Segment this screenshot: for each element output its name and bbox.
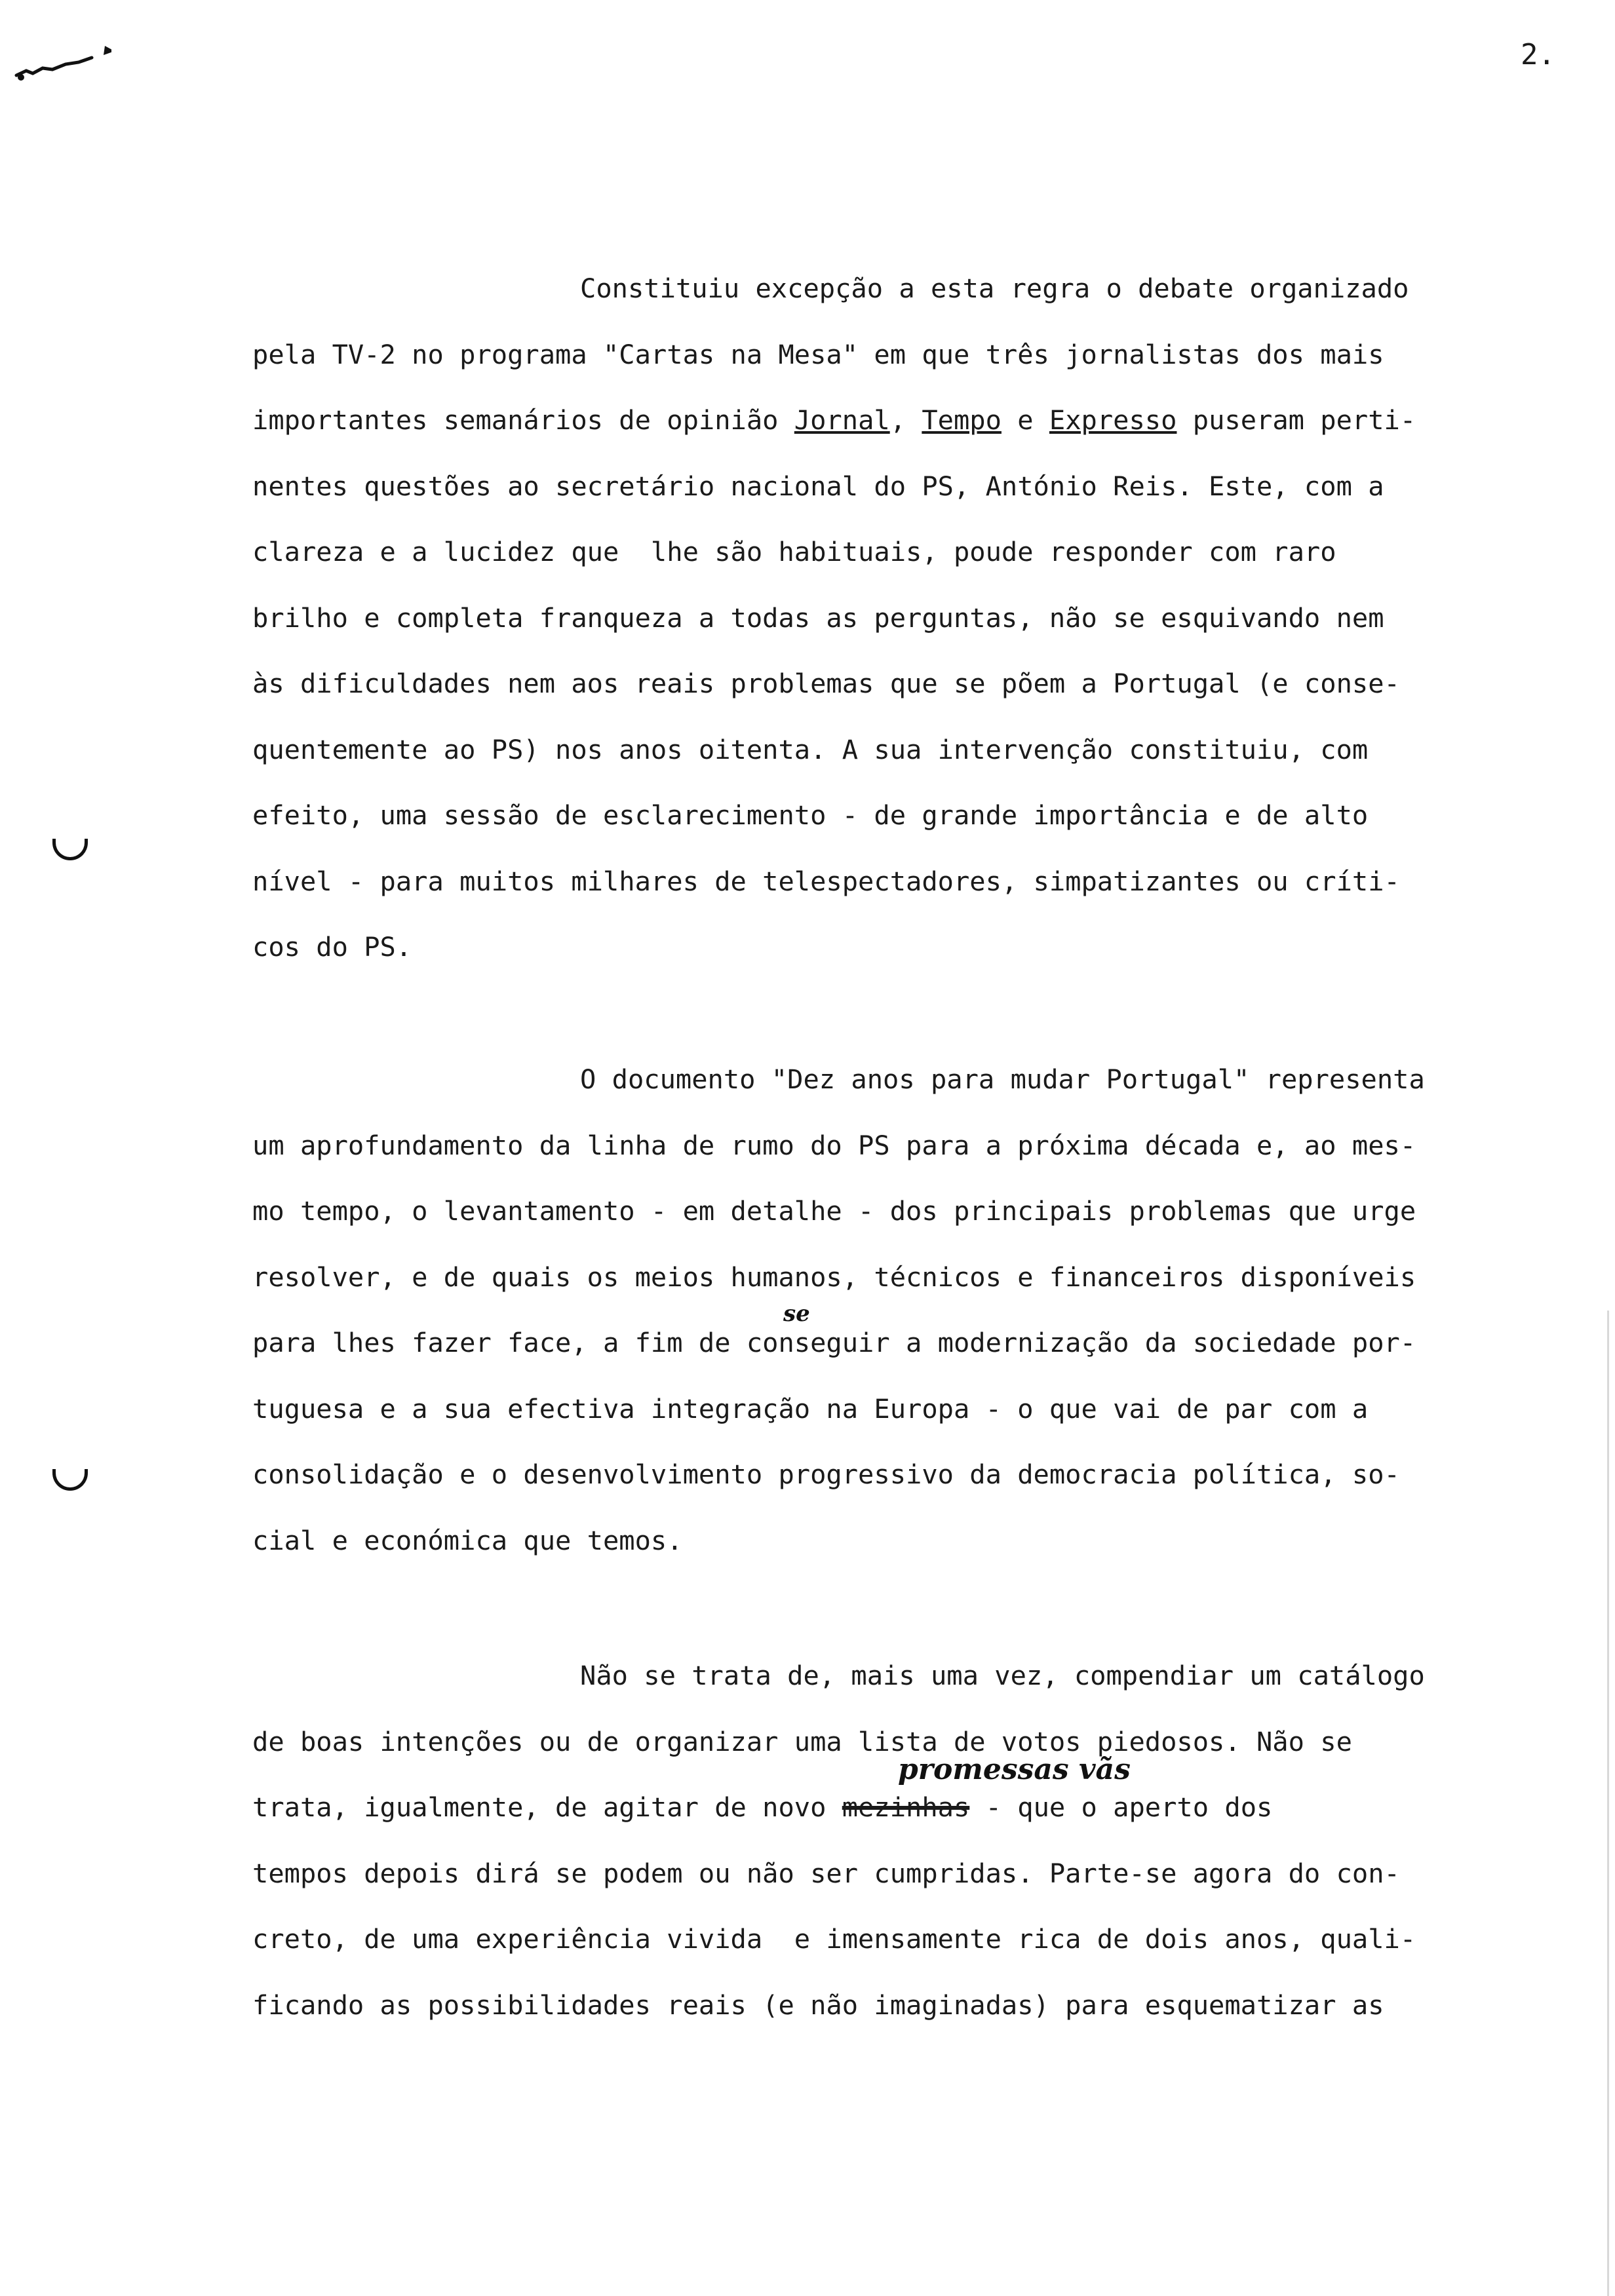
text-fragment: e	[1001, 404, 1049, 436]
text-line: Não se trata de, mais uma vez, compendiar um catálogo	[580, 1660, 1425, 1691]
publication-name-tempo: Tempo	[922, 404, 1002, 436]
text-line: um aprofundamento da linha de rumo do PS para a próxima década e, ao mes-	[252, 1129, 1416, 1161]
text-line: tuguesa e a sua efectiva integração na Europa - o que vai de par com a	[252, 1392, 1369, 1425]
text-line: brilho e completa franqueza a todas as perguntas, não se esquivando nem	[252, 602, 1384, 634]
text-line: ficando as possibilidades reais (e não imaginadas) para esquematizar as	[252, 1989, 1384, 2021]
text-line: para lhes fazer face, a fim de conseguir a modernização da sociedade por-	[252, 1327, 1416, 1358]
text-line: de boas intenções ou de organizar uma lista de votos piedosos. Não se	[252, 1725, 1352, 1757]
text-line: Constituiu excepção a esta regra o debate organizado	[580, 273, 1409, 304]
text-line	[252, 387, 1553, 453]
text-line: creto, de uma experiência vivida e imensamente rica de dois anos, quali-	[252, 1923, 1416, 1955]
text-line: consolidação e o desenvolvimento progressivo da democracia política, so-	[252, 1459, 1400, 1490]
text-fragment: importantes semanários de opinião	[252, 404, 794, 436]
struck-out-word: mezinhas	[842, 1791, 970, 1823]
text-line: efeito, uma sessão de esclarecimento - de grande importância e de alto	[252, 799, 1369, 831]
text-line: pela TV-2 no programa "Cartas na Mesa" em que três jornalistas dos mais	[252, 338, 1384, 370]
publication-name-jornal: Jornal	[794, 404, 890, 436]
text-fragment: puseram perti-	[1177, 404, 1416, 436]
paragraph-1	[252, 256, 1553, 980]
text-fragment: ,	[889, 404, 922, 436]
paragraph-2	[252, 1046, 1553, 1573]
text-line: nível - para muitos milhares de telespectadores, simpatizantes ou críti-	[252, 865, 1400, 897]
text-line: tempos depois dirá se podem ou não ser cumpridas. Parte-se agora do con-	[252, 1857, 1400, 1889]
page-edge-line	[1607, 1311, 1609, 2296]
text-fragment: - que o aperto dos	[969, 1791, 1273, 1823]
corner-scribble-mark	[13, 39, 111, 85]
text-line: nentes questões ao secretário nacional do PS, António Reis. Este, com a	[252, 470, 1384, 502]
margin-bracket-mark	[52, 839, 88, 860]
publication-name-expresso: Expresso	[1049, 404, 1177, 436]
text-fragment: trata, igualmente, de agitar de novo	[252, 1791, 842, 1823]
margin-bracket-mark	[52, 1469, 88, 1491]
text-line: clareza e a lucidez que lhe são habituais, poude responder com raro	[252, 536, 1336, 567]
text-line: mo tempo, o levantamento - em detalhe - dos principais problemas que urge	[252, 1195, 1416, 1227]
handwritten-insertion-se: se	[783, 1301, 810, 1327]
text-line: O documento "Dez anos para mudar Portugal" representa	[580, 1063, 1425, 1095]
text-line: resolver, e de quais os meios humanos, técnicos e financeiros disponíveis	[252, 1261, 1416, 1293]
text-line: cos do PS.	[252, 931, 412, 963]
handwritten-insertion-promessas: promessas vãs	[898, 1753, 1131, 1786]
text-line: às dificuldades nem aos reais problemas que se põem a Portugal (e conse-	[252, 668, 1400, 699]
text-line: quentemente ao PS) nos anos oitenta. A sua intervenção constituiu, com	[252, 733, 1369, 765]
page-number: 2.	[1521, 38, 1555, 71]
text-line: cial e económica que temos.	[252, 1524, 683, 1556]
paragraph-3	[252, 1643, 1553, 2038]
